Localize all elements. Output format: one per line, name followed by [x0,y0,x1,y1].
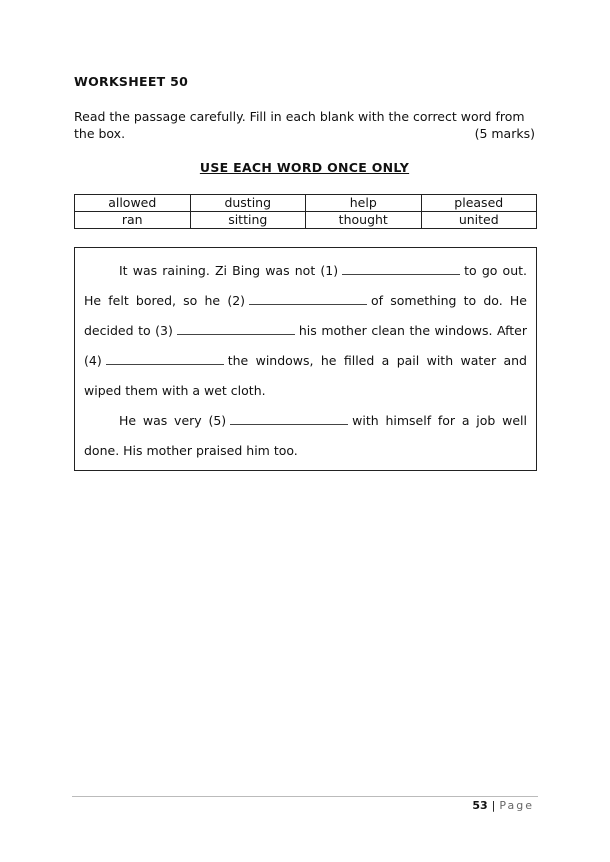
footer-separator: | [491,799,496,812]
word-box [74,194,537,229]
word-cell: dusting [190,195,306,212]
blank-5[interactable] [230,412,348,425]
passage-text: with himself for a job well done. His mother praised him too. [84,413,527,458]
footer-divider [72,796,538,797]
worksheet-title: WORKSHEET 50 [74,74,189,89]
passage-text: He was very (5) [119,413,227,428]
word-cell: ran [75,212,191,229]
word-cell: thought [306,212,422,229]
word-cell: help [306,195,422,212]
blank-1[interactable] [342,262,460,275]
word-cell: sitting [190,212,306,229]
marks-label: (5 marks) [474,126,535,141]
blank-3[interactable] [177,322,295,335]
word-cell: united [421,212,537,229]
blank-2[interactable] [249,292,367,305]
passage-paragraph-2 [84,406,527,466]
page-number: 53 [472,799,488,812]
passage-text: It was raining. Zi Bing was not (1) [119,263,339,278]
passage-text: of something to do. He decided to (3) [84,293,527,338]
page-footer [472,799,534,812]
instruction-text: Read the passage carefully. Fill in each blank with the correct word from the box. [74,109,525,141]
word-use-rule: USE EACH WORD ONCE ONLY [199,160,410,175]
passage-paragraph-1 [84,256,527,406]
instructions [74,108,535,142]
word-cell: pleased [421,195,537,212]
passage-text: the windows, he filled a pail with water and wiped them with a wet cloth. [84,353,527,398]
page-label: Page [499,799,534,812]
word-row [75,195,537,212]
blank-4[interactable] [106,352,224,365]
passage-box [74,247,537,471]
passage-text: to go out. He felt bored, so he (2) [84,263,527,308]
passage-text: his mother clean the windows. After (4) [84,323,528,368]
word-row [75,212,537,229]
word-cell: allowed [75,195,191,212]
